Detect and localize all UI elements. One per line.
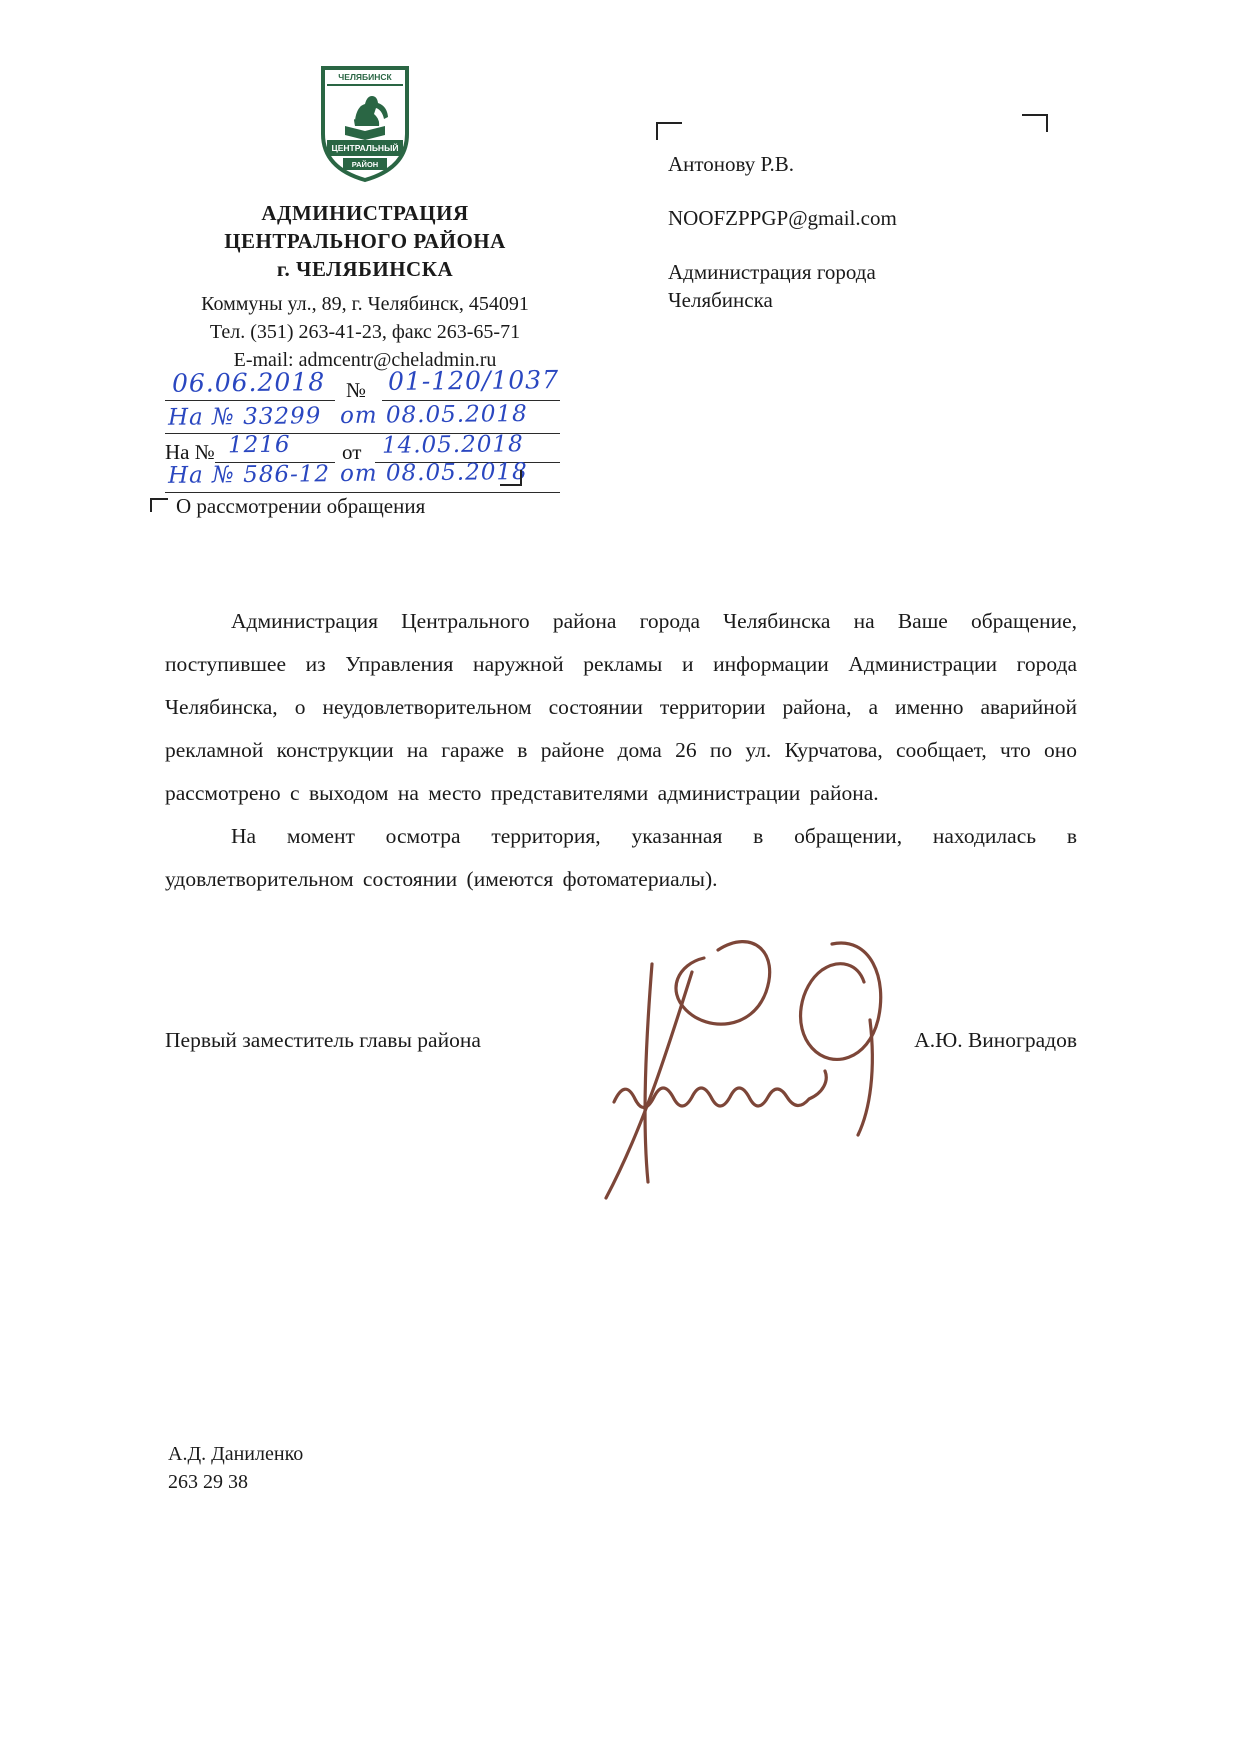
signer-name: А.Ю. Виноградов [914,1028,1077,1052]
refzone-corner-mark-bottom-right [500,470,522,486]
ref-underline-4 [165,492,560,493]
ref-number-handwritten: 01-120/1037 [387,365,560,396]
emblem-shield-icon [317,64,413,184]
ref-line4-na-handwritten: На № 586-12 [167,461,331,489]
recipient-org: Администрация города Челябинска [668,260,876,312]
emblem-district-label-1: ЦЕНТРАЛЬНЫЙ [331,143,399,153]
ref-underline-3a [215,462,335,463]
letterhead [140,64,590,374]
ref-line2-ot-handwritten: от 08.05.2018 [339,401,528,429]
recipient-email: NOOFZPPGP@gmail.com [668,206,897,230]
email-line: E-mail: admcentr@cheladmin.ru [233,349,497,371]
emblem-district-label-2: РАЙОН [351,160,379,169]
signature-scribble-icon [540,930,910,1230]
subject-line: О рассмотрении обращения [176,494,426,518]
subject-corner-mark [150,498,168,512]
emblem-city-label: ЧЕЛЯБИНСК [338,72,392,82]
executor-name: А.Д. Даниленко [168,1443,304,1465]
ref-line3-na-label: На № [165,440,215,464]
executor-phone: 263 29 38 [168,1471,248,1493]
ref-underline-1b [382,400,560,401]
address-line: Коммуны ул., 89, г. Челябинск, 454091 [201,293,529,315]
org-name-line-1: АДМИНИСТРАЦИЯ [261,201,469,225]
ref-line3-ot-value: 14.05.2018 [381,431,524,459]
ref-line2-na-handwritten: На № 33299 [167,403,322,431]
body-paragraph-2: На момент осмотра территория, указанная в обращении, находилась в удовлетворительном состоянии (имеются фотоматериалы). [165,824,1077,891]
ref-underline-1a [165,400,335,401]
signer-position: Первый заместитель главы района [165,1028,481,1052]
org-name-line-2: ЦЕНТРАЛЬНОГО РАЙОНА [224,229,506,253]
org-name-line-3: г. ЧЕЛЯБИНСКА [276,257,454,281]
ref-line3-ot-label: от [342,440,362,464]
recipient-name: Антонову Р.В. [668,152,795,176]
district-emblem [317,64,413,189]
ref-line3-na-value: 1216 [227,431,291,459]
ref-underline-3b [375,462,560,463]
ref-number-label: № [346,378,367,402]
ref-line4-ot-handwritten: от 08.05.2018 [339,459,528,487]
recipient-block [668,150,998,340]
executor-block [168,1440,303,1496]
letter-body [165,600,1077,901]
body-paragraph-1: Администрация Центрального района города Челябинска на Ваше обращение, поступившее из Управления наружной рекламы и информации Администрации города Челябинска, о неудовлетворительном состоянии территории района, а именно аварийной рекламной конструкции на гараже в районе дома 26 по ул. Курчатова, сообщает, что оно рассмотрено с выходом на место представителями администрации района. [165,609,1077,805]
recipient-corner-mark-top-right [1022,114,1048,132]
recipient-corner-mark-top-left [656,122,682,140]
ref-date-handwritten: 06.06.2018 [171,367,326,398]
phone-line: Тел. (351) 263-41-23, факс 263-65-71 [209,321,521,343]
contact-block [140,291,590,374]
ref-underline-2 [165,433,560,434]
